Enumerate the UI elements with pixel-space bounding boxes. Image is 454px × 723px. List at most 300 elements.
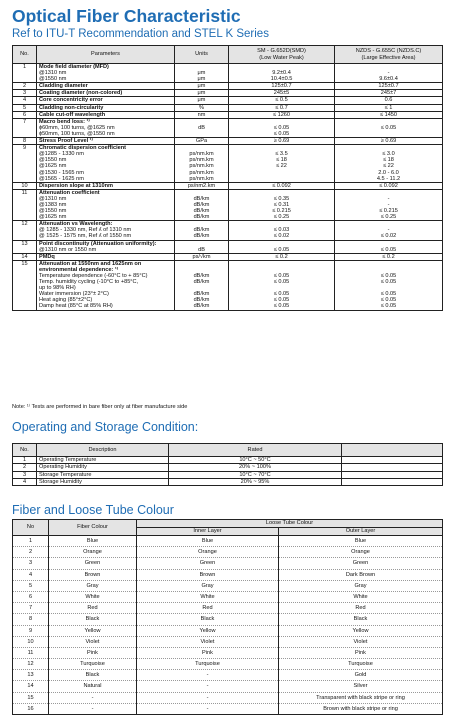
outer-layer-cell: Blue <box>279 536 443 547</box>
row-number: 15 <box>13 260 37 267</box>
row-number: 6 <box>13 591 49 602</box>
fiber-colour-cell: Red <box>49 603 137 614</box>
unit-cell: dB/km <box>175 303 229 310</box>
unit-cell: dB/km <box>175 208 229 214</box>
smd-value-cell: ≤ 0.35 <box>229 196 335 202</box>
smd-value-cell: ≤ 3.5 <box>229 151 335 157</box>
inner-layer-cell: Green <box>137 558 279 569</box>
smd-value-cell: ≤ 0.092 <box>229 182 335 189</box>
nzd-value-cell: 9.6±0.4 <box>335 76 443 83</box>
page-subtitle: Ref to ITU-T Recommendation and STEL K Series <box>12 28 269 40</box>
parameter-cell: @ 1525 - 1575 nm, Ref ʎ of 1550 nm <box>37 233 175 240</box>
smd-value-cell: ≤ 0.31 <box>229 202 335 208</box>
outer-layer-cell: Gray <box>279 580 443 591</box>
parameter-cell: up to 98% RH) <box>37 285 175 291</box>
parameter-cell: Dispersion slope at 1310nm <box>37 182 175 189</box>
inner-layer-cell: Yellow <box>137 625 279 636</box>
header-description: Description <box>37 444 169 457</box>
header-nzd-line2: (Large Effective Area) <box>361 54 416 61</box>
row-number: 3 <box>13 90 37 97</box>
optical-characteristic-table <box>12 45 443 311</box>
unit-cell: dB/km <box>175 291 229 297</box>
smd-value-cell: 10.4±0.5 <box>229 76 335 83</box>
table-header-row <box>13 520 443 528</box>
parameter-cell: @1310 nm <box>37 70 175 76</box>
nzd-value-cell: ≤ 1 <box>335 104 443 111</box>
table-row <box>13 104 443 111</box>
description-cell: Storage Temperature <box>37 471 169 478</box>
outer-layer-cell: Gold <box>279 670 443 681</box>
table-row <box>13 111 443 118</box>
unit-cell <box>175 118 229 125</box>
parameter-cell: @1565 - 1625 nm <box>37 176 175 183</box>
unit-cell: ps/nm.km <box>175 163 229 169</box>
parameter-cell: Cladding diameter <box>37 83 175 90</box>
inner-layer-cell: - <box>137 670 279 681</box>
table-row <box>13 240 443 247</box>
parameter-cell: Coating diameter (non-colored) <box>37 90 175 97</box>
row-number: 12 <box>13 221 37 228</box>
unit-cell: nm <box>175 111 229 118</box>
parameter-cell: ɸ60mm, 100 turns, @1625 nm <box>37 125 175 131</box>
fiber-colour-cell: White <box>49 591 137 602</box>
table-row <box>13 247 443 254</box>
smd-value-cell <box>229 118 335 125</box>
unit-cell: ps/nm.km <box>175 176 229 183</box>
outer-layer-cell: Yellow <box>279 625 443 636</box>
table-header-row <box>13 46 443 64</box>
parameter-cell: Mode field diameter (MFD) <box>37 64 175 71</box>
table-row <box>13 189 443 196</box>
smd-value-cell: ≤ 22 <box>229 163 335 169</box>
blank-cell <box>342 457 443 464</box>
header-nzd <box>335 46 443 64</box>
fiber-colour-cell: Blue <box>49 536 137 547</box>
inner-layer-cell: Black <box>137 614 279 625</box>
smd-value-cell: 9.2±0.4 <box>229 70 335 76</box>
unit-cell: % <box>175 104 229 111</box>
nzd-value-cell: 245±7 <box>335 90 443 97</box>
table-row <box>13 457 443 464</box>
fiber-colour-cell: Pink <box>49 647 137 658</box>
fiber-colour-cell: - <box>49 703 137 714</box>
inner-layer-cell: Pink <box>137 647 279 658</box>
row-number: 7 <box>13 603 49 614</box>
smd-value-cell: ≤ 0.5 <box>229 97 335 104</box>
unit-cell <box>175 189 229 196</box>
row-number <box>13 247 37 254</box>
header-outer-layer: Outer Layer <box>279 528 443 536</box>
nzd-value-cell: ≤ 0.05 <box>335 303 443 310</box>
row-number: 8 <box>13 614 49 625</box>
table-row <box>13 547 443 558</box>
row-number <box>13 214 37 221</box>
table-row <box>13 131 443 138</box>
fiber-colour-cell: Yellow <box>49 625 137 636</box>
nzd-value-cell: ≤ 18 <box>335 157 443 163</box>
parameter-cell: Cable cut-off wavelength <box>37 111 175 118</box>
unit-cell: GPa <box>175 138 229 145</box>
table-row <box>13 90 443 97</box>
outer-layer-cell: Orange <box>279 547 443 558</box>
inner-layer-cell: Blue <box>137 536 279 547</box>
nzd-value-cell: ≤ 0.05 <box>335 291 443 297</box>
nzd-value-cell: ≤ 0.25 <box>335 214 443 221</box>
unit-cell <box>175 64 229 71</box>
header-smd-line1: SM - G.652D(SMD) <box>257 48 306 55</box>
unit-cell: dB/km <box>175 273 229 279</box>
rated-cell: 10°C ~ 70°C <box>169 471 342 478</box>
smd-value-cell <box>229 260 335 267</box>
table-row <box>13 303 443 310</box>
parameter-cell: Temp. humidity cycling (-10°C to +85°C, <box>37 279 175 285</box>
parameter-cell: Macro bend loss: ¹⁾ <box>37 118 175 125</box>
footnote: Note: ¹⁾ Tests are performed in bare fiber only at fiber manufacture side <box>12 404 188 410</box>
fiber-colour-cell: Black <box>49 670 137 681</box>
unit-cell: dB/km <box>175 297 229 303</box>
fiber-colour-cell: Black <box>49 614 137 625</box>
row-number: 5 <box>13 104 37 111</box>
outer-layer-cell: White <box>279 591 443 602</box>
rated-cell: 20% ~ 100% <box>169 464 342 471</box>
row-number: 16 <box>13 703 49 714</box>
outer-layer-cell: Silver <box>279 681 443 692</box>
nzd-value-cell: - <box>335 196 443 202</box>
smd-value-cell: ≤ 0.03 <box>229 227 335 233</box>
smd-value-cell: ≥ 0.69 <box>229 138 335 145</box>
row-number: 9 <box>13 145 37 152</box>
nzd-value-cell <box>335 240 443 247</box>
outer-layer-cell: Green <box>279 558 443 569</box>
outer-layer-cell: Brown with black stripe or ring <box>279 703 443 714</box>
smd-value-cell: ≤ 0.05 <box>229 279 335 285</box>
outer-layer-cell: Turquoise <box>279 659 443 670</box>
fiber-colour-cell: Turquoise <box>49 659 137 670</box>
table-row <box>13 97 443 104</box>
table-row <box>13 64 443 71</box>
header-smd-line2: (Low Water Peak) <box>259 54 304 61</box>
smd-value-cell <box>229 221 335 228</box>
parameter-cell: @ 1285 - 1330 nm, Ref ʎ of 1310 nm <box>37 227 175 233</box>
nzd-value-cell <box>335 145 443 152</box>
smd-value-cell: ≤ 0.215 <box>229 208 335 214</box>
nzd-value-cell: - <box>335 70 443 76</box>
header-loose-tube-colour: Loose Tube Colour <box>137 520 443 528</box>
unit-cell <box>175 131 229 138</box>
row-number: 6 <box>13 111 37 118</box>
description-cell: Storage Humidity <box>37 478 169 485</box>
inner-layer-cell: Violet <box>137 636 279 647</box>
nzd-value-cell: ≥ 0.69 <box>335 138 443 145</box>
table-row <box>13 76 443 83</box>
table-row <box>13 182 443 189</box>
nzd-value-cell: 125±0.7 <box>335 83 443 90</box>
fiber-colour-cell: - <box>49 692 137 703</box>
header-no: No <box>13 520 49 536</box>
smd-value-cell <box>229 189 335 196</box>
parameter-cell: Temperature dependence (-60°C to + 85°C) <box>37 273 175 279</box>
unit-cell: μm <box>175 83 229 90</box>
unit-cell: dB/km <box>175 279 229 285</box>
table-row <box>13 580 443 591</box>
unit-cell: ps/nm.km <box>175 170 229 176</box>
inner-layer-cell: Red <box>137 603 279 614</box>
description-cell: Operating Humidity <box>37 464 169 471</box>
parameter-cell: Cladding non-circularity <box>37 104 175 111</box>
table-row <box>13 464 443 471</box>
unit-cell: ps/nm.km <box>175 151 229 157</box>
blank-cell <box>342 464 443 471</box>
unit-cell <box>175 221 229 228</box>
row-number <box>13 303 37 310</box>
table-row <box>13 670 443 681</box>
row-number: 3 <box>13 558 49 569</box>
inner-layer-cell: - <box>137 681 279 692</box>
unit-cell: μm <box>175 97 229 104</box>
parameter-cell: Point discontinuity (Attenuation uniformity): <box>37 240 175 247</box>
parameter-cell: @1550 nm <box>37 208 175 214</box>
fiber-colour-cell: Orange <box>49 547 137 558</box>
parameter-cell: @1530 - 1565 nm <box>37 170 175 176</box>
outer-layer-cell: Black <box>279 614 443 625</box>
table-row <box>13 145 443 152</box>
smd-value-cell: ≤ 0.05 <box>229 291 335 297</box>
inner-layer-cell: Turquoise <box>137 659 279 670</box>
row-number: 3 <box>13 471 37 478</box>
parameter-cell: Water immersion (23°± 2°C) <box>37 291 175 297</box>
row-number <box>13 233 37 240</box>
parameter-cell: Chromatic dispersion coefficient <box>37 145 175 152</box>
unit-cell <box>175 260 229 267</box>
nzd-value-cell: ≤ 0.05 <box>335 125 443 131</box>
table-row <box>13 478 443 485</box>
inner-layer-cell: Brown <box>137 569 279 580</box>
inner-layer-cell: Gray <box>137 580 279 591</box>
row-number: 7 <box>13 118 37 125</box>
outer-layer-cell: Transparent with black stripe or ring <box>279 692 443 703</box>
unit-cell <box>175 240 229 247</box>
unit-cell: ps/nm2.km <box>175 182 229 189</box>
nzd-value-cell: ≤ 0.05 <box>335 279 443 285</box>
outer-layer-cell: Pink <box>279 647 443 658</box>
table-row <box>13 138 443 145</box>
table-row <box>13 591 443 602</box>
page-title: Optical Fiber Characteristic <box>12 6 241 26</box>
smd-value-cell: ≤ 0.05 <box>229 131 335 138</box>
parameter-cell: Heat aging (85°±2°C) <box>37 297 175 303</box>
inner-layer-cell: - <box>137 703 279 714</box>
table-row <box>13 221 443 228</box>
parameter-cell: @1550 nm <box>37 76 175 83</box>
row-number: 2 <box>13 83 37 90</box>
table-row <box>13 614 443 625</box>
row-number: 4 <box>13 478 37 485</box>
row-number: 4 <box>13 97 37 104</box>
nzd-value-cell: ≤ 0.2 <box>335 253 443 260</box>
table-row <box>13 536 443 547</box>
header-no: No. <box>13 444 37 457</box>
blank-cell <box>342 471 443 478</box>
header-rated: Rated <box>169 444 342 457</box>
parameter-cell: @1285 - 1330 nm <box>37 151 175 157</box>
inner-layer-cell: White <box>137 591 279 602</box>
table-row <box>13 176 443 183</box>
unit-cell: dB/km <box>175 227 229 233</box>
smd-value-cell <box>229 64 335 71</box>
unit-cell: ps/nm.km <box>175 157 229 163</box>
table-row <box>13 681 443 692</box>
row-number: 1 <box>13 536 49 547</box>
unit-cell: ps/√km <box>175 253 229 260</box>
row-number: 13 <box>13 670 49 681</box>
table-row <box>13 636 443 647</box>
fiber-colour-cell: Natural <box>49 681 137 692</box>
smd-value-cell <box>229 240 335 247</box>
fiber-colour-cell: Violet <box>49 636 137 647</box>
row-number: 2 <box>13 464 37 471</box>
smd-value-cell: ≤ 0.05 <box>229 247 335 254</box>
smd-value-cell <box>229 145 335 152</box>
nzd-value-cell: ≤ 0.05 <box>335 247 443 254</box>
nzd-value-cell: 4.5 - 11.2 <box>335 176 443 183</box>
parameter-cell: @1625 nm <box>37 214 175 221</box>
parameter-cell: Core concentricity error <box>37 97 175 104</box>
row-number: 11 <box>13 189 37 196</box>
unit-cell <box>175 145 229 152</box>
row-number: 1 <box>13 457 37 464</box>
parameter-cell: @1310 nm <box>37 196 175 202</box>
header-smd <box>229 46 335 64</box>
row-number: 14 <box>13 253 37 260</box>
parameter-cell: @1310 nm or 1550 nm <box>37 247 175 254</box>
header-fiber-colour: Fiber Colour <box>49 520 137 536</box>
row-number: 10 <box>13 636 49 647</box>
nzd-value-cell <box>335 260 443 267</box>
parameter-cell: @1550 nm <box>37 157 175 163</box>
table-row <box>13 647 443 658</box>
nzd-value-cell: 2.0 - 6.0 <box>335 170 443 176</box>
outer-layer-cell: Dark Brown <box>279 569 443 580</box>
table-row <box>13 625 443 636</box>
header-blank <box>342 444 443 457</box>
parameter-cell: Attenuation at 1550nm and 1625nm on <box>37 260 175 267</box>
parameter-cell: PMDq <box>37 253 175 260</box>
rated-cell: 20% ~ 95% <box>169 478 342 485</box>
nzd-value-cell: 0.6 <box>335 97 443 104</box>
operating-heading: Operating and Storage Condition: <box>12 420 199 434</box>
parameter-cell: Damp heat (85°C at 85% RH) <box>37 303 175 310</box>
nzd-value-cell: - <box>335 227 443 233</box>
nzd-value-cell <box>335 221 443 228</box>
table-row <box>13 659 443 670</box>
fiber-colour-cell: Gray <box>49 580 137 591</box>
row-number: 5 <box>13 580 49 591</box>
nzd-value-cell <box>335 118 443 125</box>
row-number <box>13 76 37 83</box>
nzd-value-cell: ≤ 0.215 <box>335 208 443 214</box>
row-number: 8 <box>13 138 37 145</box>
row-number: 12 <box>13 659 49 670</box>
outer-layer-cell: Violet <box>279 636 443 647</box>
table-row <box>13 569 443 580</box>
smd-value-cell: ≤ 0.05 <box>229 273 335 279</box>
parameter-cell: Stress Proof Level ¹⁾ <box>37 138 175 145</box>
smd-value-cell: 125±0.7 <box>229 83 335 90</box>
blank-cell <box>342 478 443 485</box>
smd-value-cell: ≤ 0.25 <box>229 214 335 221</box>
nzd-value-cell: ≤ 0.05 <box>335 297 443 303</box>
parameter-cell: @1625 nm <box>37 163 175 169</box>
row-number: 9 <box>13 625 49 636</box>
unit-cell: μm <box>175 76 229 83</box>
description-cell: Operating Temperature <box>37 457 169 464</box>
table-row <box>13 558 443 569</box>
smd-value-cell: ≤ 1260 <box>229 111 335 118</box>
header-inner-layer: Inner Layer <box>137 528 279 536</box>
unit-cell: μm <box>175 90 229 97</box>
parameter-cell: Attenuation vs Wavelength: <box>37 221 175 228</box>
table-row <box>13 253 443 260</box>
inner-layer-cell: Orange <box>137 547 279 558</box>
header-nzd-line1: NZDS - G.655C (NZDS.C) <box>355 48 422 55</box>
row-number: 4 <box>13 569 49 580</box>
operating-condition-table <box>12 443 443 486</box>
inner-layer-cell: - <box>137 692 279 703</box>
row-number: 15 <box>13 692 49 703</box>
table-row <box>13 703 443 714</box>
table-row <box>13 260 443 267</box>
nzd-value-cell: - <box>335 202 443 208</box>
unit-cell: μm <box>175 70 229 76</box>
nzd-value-cell: ≤ 0.05 <box>335 273 443 279</box>
table-row <box>13 471 443 478</box>
row-number <box>13 176 37 183</box>
table-row <box>13 118 443 125</box>
nzd-value-cell <box>335 131 443 138</box>
unit-cell: dB <box>175 125 229 131</box>
parameter-cell: Attenuation coefficient <box>37 189 175 196</box>
smd-value-cell: ≤ 0.7 <box>229 104 335 111</box>
row-number: 11 <box>13 647 49 658</box>
header-units: Units <box>175 46 229 64</box>
row-number: 14 <box>13 681 49 692</box>
smd-value-cell: ≤ 0.2 <box>229 253 335 260</box>
unit-cell: dB/km <box>175 196 229 202</box>
table-row <box>13 83 443 90</box>
table-row <box>13 214 443 221</box>
table-header-row <box>13 444 443 457</box>
header-parameters: Parameters <box>37 46 175 64</box>
nzd-value-cell: ≤ 22 <box>335 163 443 169</box>
table-row <box>13 603 443 614</box>
nzd-value-cell: ≤ 3.0 <box>335 151 443 157</box>
row-number: 13 <box>13 240 37 247</box>
smd-value-cell: ≤ 0.05 <box>229 297 335 303</box>
fiber-colour-table <box>12 519 443 715</box>
row-number: 10 <box>13 182 37 189</box>
rated-cell: 10°C ~ 50°C <box>169 457 342 464</box>
unit-cell: dB/km <box>175 202 229 208</box>
row-number: 1 <box>13 64 37 71</box>
unit-cell: dB/km <box>175 214 229 221</box>
smd-value-cell: ≤ 0.05 <box>229 303 335 310</box>
unit-cell: dB <box>175 247 229 254</box>
smd-value-cell: 245±5 <box>229 90 335 97</box>
nzd-value-cell: ≤ 0.092 <box>335 182 443 189</box>
smd-value-cell <box>229 176 335 183</box>
smd-value-cell: ≤ 0.05 <box>229 125 335 131</box>
smd-value-cell: ≤ 18 <box>229 157 335 163</box>
